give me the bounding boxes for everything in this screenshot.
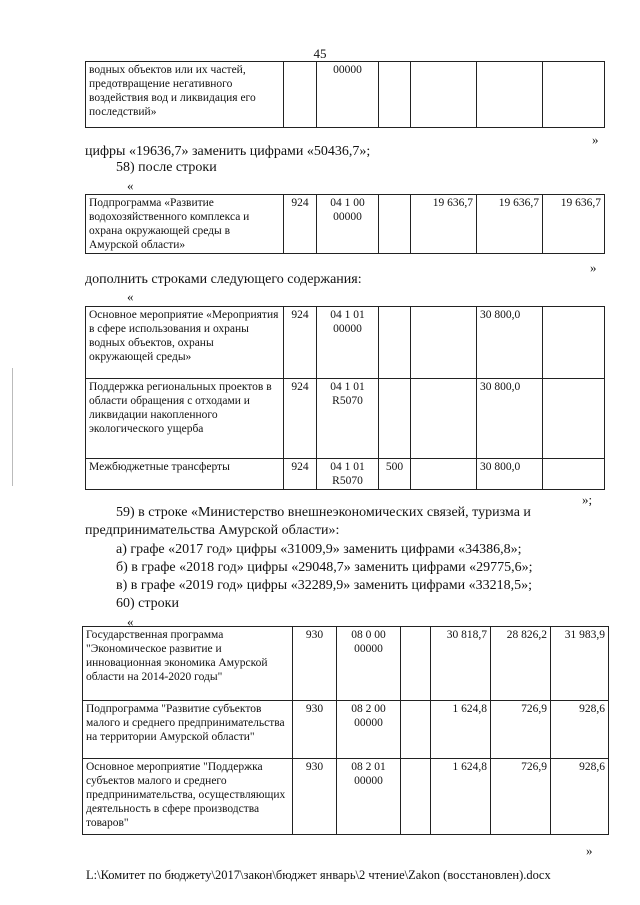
cell-2018: 726,9 (491, 701, 551, 759)
paragraph-60: 60) строки (116, 596, 179, 611)
budget-table-state-program (82, 626, 609, 835)
cell-gr (284, 62, 317, 128)
cell-cs: 08 2 00 00000 (337, 701, 401, 759)
cell-2018 (477, 62, 543, 128)
cell-gr: 930 (293, 627, 337, 701)
table-row (86, 195, 605, 254)
cell-2017 (411, 307, 477, 379)
cell-2017: 1 624,8 (431, 759, 491, 835)
cell-2018: 30 800,0 (477, 307, 543, 379)
cell-vr (401, 701, 431, 759)
budget-table-added-rows (85, 306, 605, 490)
table-row (86, 459, 605, 490)
closing-quote-semicolon: »; (582, 492, 593, 507)
cell-2017 (411, 62, 477, 128)
cell-cs: 08 0 00 00000 (337, 627, 401, 701)
row-name: Межбюджетные трансферты (86, 459, 284, 490)
cell-cs: 04 1 00 00000 (317, 195, 379, 254)
opening-quote: « (127, 178, 134, 193)
closing-quote: » (592, 132, 599, 147)
paragraph-59-line1: 59) в строке «Министерство внешнеэкономических связей, туризма и (116, 505, 531, 520)
paragraph-replace-digits: цифры «19636,7» заменить цифрами «50436,7»; (85, 144, 371, 159)
paragraph-59-b: б) в графе «2018 год» цифры «29048,7» заменить цифрами «29775,6»; (116, 560, 533, 575)
paragraph-add-rows: дополнить строками следующего содержания: (85, 272, 362, 287)
budget-table-continuation (85, 61, 605, 128)
budget-table-subprogram (85, 194, 605, 254)
cell-gr: 924 (284, 379, 317, 459)
cell-2019 (543, 459, 605, 490)
cell-2017 (411, 379, 477, 459)
paragraph-58: 58) после строки (116, 160, 217, 175)
cell-gr: 930 (293, 759, 337, 835)
cell-2017: 30 818,7 (431, 627, 491, 701)
opening-quote: « (127, 614, 134, 629)
row-name: Основное мероприятие "Поддержка субъектов малого и среднего предпринимательства, осуществляющих деятельность в сфере производства товаров" (83, 759, 293, 835)
page-number: 45 (313, 46, 327, 61)
cell-2019: 928,6 (551, 759, 609, 835)
table-row (86, 307, 605, 379)
cell-2019: 928,6 (551, 701, 609, 759)
cell-gr: 930 (293, 701, 337, 759)
table-row (83, 627, 609, 701)
cell-2018: 30 800,0 (477, 379, 543, 459)
cell-2018: 19 636,7 (477, 195, 543, 254)
cell-vr (379, 307, 411, 379)
opening-quote: « (127, 289, 134, 304)
scan-artifact (12, 368, 13, 486)
cell-gr: 924 (284, 307, 317, 379)
cell-2018: 726,9 (491, 759, 551, 835)
cell-vr (379, 62, 411, 128)
table-row (86, 379, 605, 459)
cell-2017: 1 624,8 (431, 701, 491, 759)
cell-2019: 31 983,9 (551, 627, 609, 701)
cell-2019 (543, 62, 605, 128)
footer-file-path: L:\Комитет по бюджету\2017\закон\бюджет январь\2 чтение\Zakon (восстановлен).docx (86, 868, 551, 882)
row-name: Подпрограмма "Развитие субъектов малого и среднего предпринимательства на территории Амурской области" (83, 701, 293, 759)
cell-2019: 19 636,7 (543, 195, 605, 254)
cell-cs: 08 2 01 00000 (337, 759, 401, 835)
row-name: водных объектов или их частей, предотвращение негативного воздействия вод и ликвидация его последствий» (86, 62, 284, 128)
cell-vr (401, 627, 431, 701)
cell-2017: 19 636,7 (411, 195, 477, 254)
row-name: Поддержка региональных проектов в области обращения с отходами и ликвидации накопленного экологического ущерба (86, 379, 284, 459)
row-name: Государственная программа "Экономическое развитие и инновационная экономика Амурской области на 2014-2020 годы" (83, 627, 293, 701)
cell-gr: 924 (284, 195, 317, 254)
cell-vr (379, 195, 411, 254)
cell-cs: 00000 (317, 62, 379, 128)
paragraph-59-line2: предпринимательства Амурской области»: (85, 523, 340, 538)
table-row (83, 759, 609, 835)
table-row (83, 701, 609, 759)
paragraph-59-a: а) графе «2017 год» цифры «31009,9» заменить цифрами «34386,8»; (116, 542, 522, 557)
cell-2018: 30 800,0 (477, 459, 543, 490)
cell-cs: 04 1 01 R5070 (317, 379, 379, 459)
closing-quote: » (586, 843, 593, 858)
closing-quote: » (590, 260, 597, 275)
table-row (86, 62, 605, 128)
row-name: Основное мероприятие «Мероприятия в сфере использования и охраны водных объектов, охраны окружающей среды» (86, 307, 284, 379)
cell-2019 (543, 379, 605, 459)
cell-cs: 04 1 01 00000 (317, 307, 379, 379)
cell-vr (379, 379, 411, 459)
paragraph-59-c: в) в графе «2019 год» цифры «32289,9» заменить цифрами «33218,5»; (116, 578, 533, 593)
cell-vr: 500 (379, 459, 411, 490)
cell-vr (401, 759, 431, 835)
cell-2019 (543, 307, 605, 379)
cell-cs: 04 1 01 R5070 (317, 459, 379, 490)
cell-gr: 924 (284, 459, 317, 490)
cell-2018: 28 826,2 (491, 627, 551, 701)
row-name: Подпрограмма «Развитие водохозяйственного комплекса и охрана окружающей среды в Амурской области» (86, 195, 284, 254)
cell-2017 (411, 459, 477, 490)
